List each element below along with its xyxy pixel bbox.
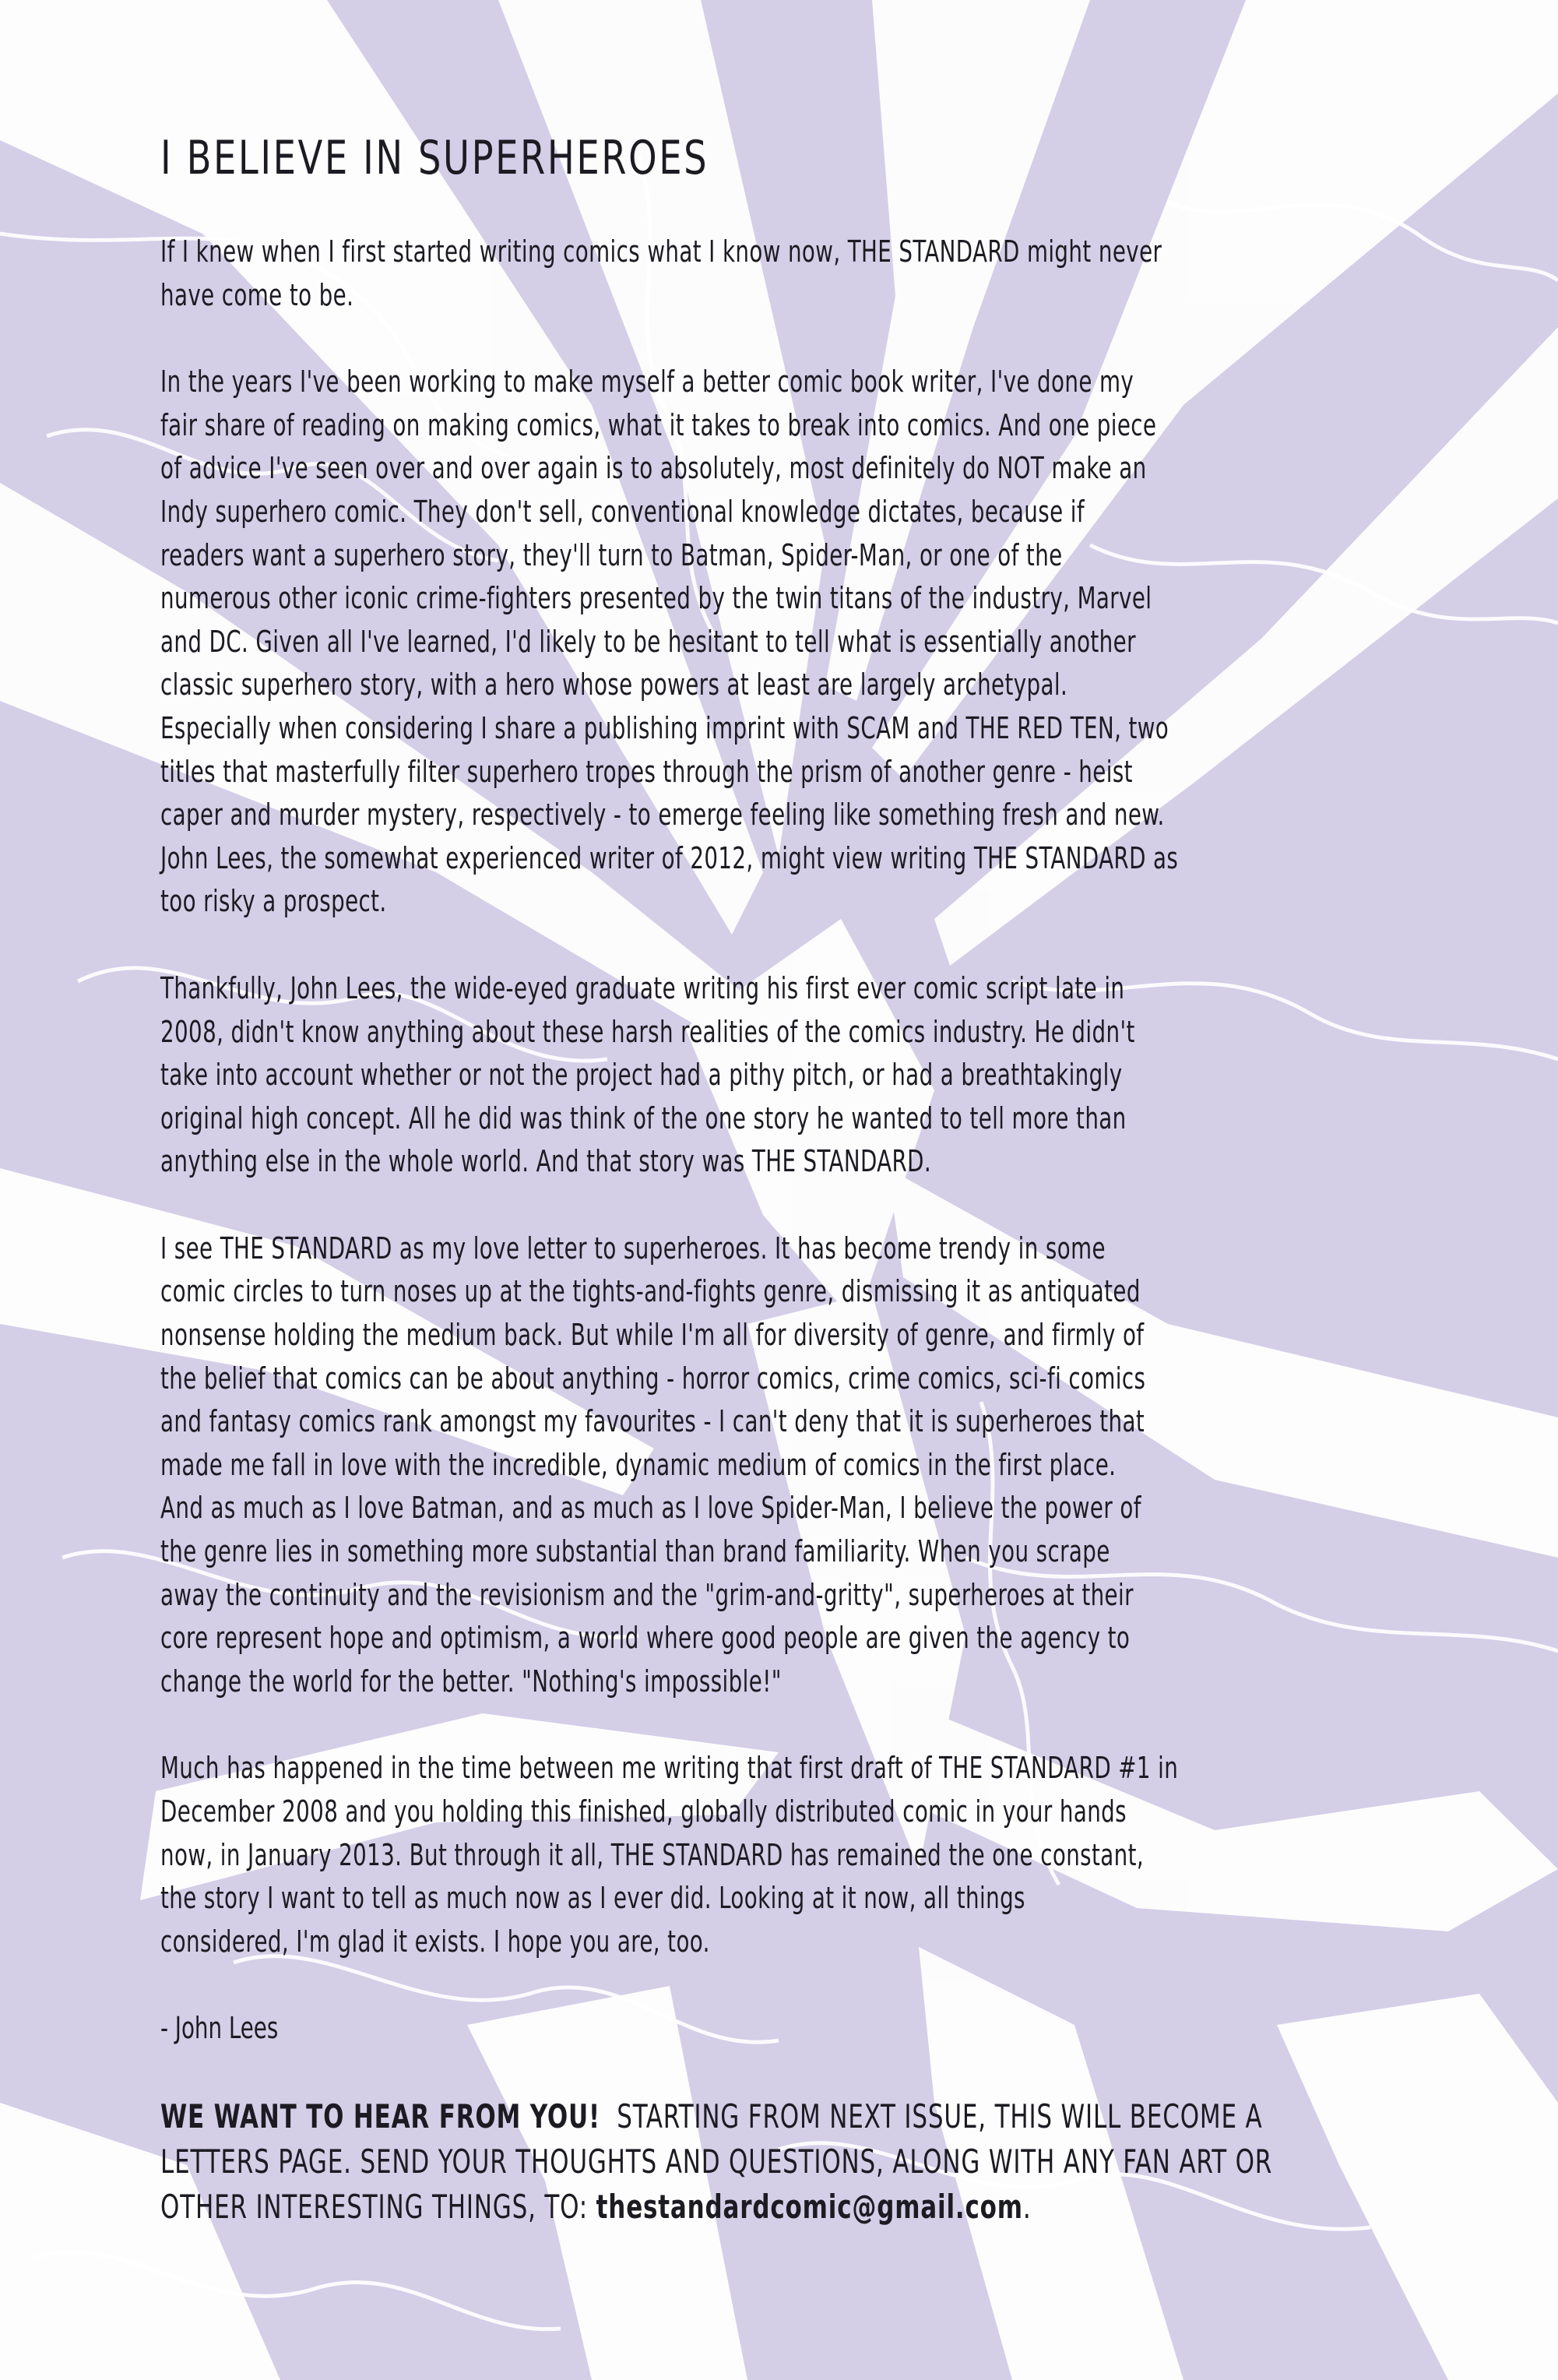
article-title: I BELIEVE IN SUPERHEROES	[160, 131, 709, 185]
text-line: And as much as I love Batman, and as much as I love Spider-Man, I believe the power of	[160, 1491, 1141, 1526]
text-line: the genre lies in something more substantial than brand familiarity. When you scrape	[160, 1534, 1110, 1570]
author-signature: - John Lees	[160, 2011, 279, 2047]
cta-heading: WE WANT TO HEAR FROM YOU!	[160, 2097, 600, 2135]
text-line: In the years I've been working to make myself a better comic book writer, I've done my	[160, 364, 1134, 400]
text-line: fair share of reading on making comics, what it takes to break into comics. And one piece	[160, 407, 1157, 443]
text-line: anything else in the whole world. And that story was THE STANDARD.	[160, 1144, 932, 1180]
text-line: classic superhero story, with a hero whose powers at least are largely archetypal.	[160, 667, 1068, 703]
text-line: and DC. Given all I've learned, I'd likely to be hesitant to tell what is essentially another	[160, 624, 1136, 660]
article	[160, 132, 1437, 2230]
cta-line-2: LETTERS PAGE. SEND YOUR THOUGHTS AND QUESTIONS, ALONG WITH ANY FAN ART OR	[160, 2142, 1273, 2181]
text-line: 2008, didn't know anything about these harsh realities of the comics industry. He didn't	[160, 1014, 1135, 1050]
text-line: original high concept. All he did was think of the one story he wanted to tell more than	[160, 1100, 1127, 1136]
text-line: Much has happened in the time between me writing that first draft of THE STANDARD #1 in	[160, 1751, 1179, 1787]
text-line: Especially when considering I share a publishing imprint with SCAM and THE RED TEN, two	[160, 710, 1169, 746]
text-line: nonsense holding the medium back. But while I'm all for diversity of genre, and firmly of	[160, 1318, 1145, 1354]
text-line: made me fall in love with the incredible, dynamic medium of comics in the first place.	[160, 1447, 1117, 1483]
text-line: comic circles to turn noses up at the tights-and-fights genre, dismissing it as antiquated	[160, 1274, 1141, 1310]
text-line: and fantasy comics rank amongst my favourites - I can't deny that it is superheroes that	[160, 1404, 1145, 1440]
text-line: now, in January 2013. But through it all, THE STANDARD has remained the one constant,	[160, 1837, 1145, 1873]
text-line: have come to be.	[160, 277, 354, 313]
text-line: considered, I'm glad it exists. I hope you are, too.	[160, 1924, 710, 1959]
call-to-action	[160, 2094, 1437, 2230]
paragraph-5	[160, 1747, 1437, 1963]
cta-line-1	[160, 2094, 1263, 2139]
cta-line-3	[160, 2185, 1208, 2230]
email-link[interactable]: thestandardcomic@gmail.com	[596, 2187, 1023, 2226]
text-line: titles that masterfully filter superhero tropes through the prism of another genre - heist	[160, 754, 1133, 790]
paragraph-4	[160, 1227, 1437, 1704]
text-line: caper and murder mystery, respectively - to emerge feeling like something fresh and new.	[160, 797, 1165, 833]
paragraph-2	[160, 361, 1437, 924]
text-line: away the continuity and the revisionism and the "grim-and-gritty", superheroes at their	[160, 1577, 1134, 1613]
cta-line-1-text: STARTING FROM NEXT ISSUE, THIS WILL BECOME A	[600, 2097, 1263, 2135]
paragraph-3	[160, 967, 1437, 1184]
text-line: readers want a superhero story, they'll turn to Batman, Spider-Man, or one of the	[160, 537, 1063, 573]
text-line: the belief that comics can be about anything - horror comics, crime comics, sci-fi comics	[160, 1361, 1146, 1396]
text-line: change the world for the better. "Nothing's impossible!"	[160, 1664, 782, 1699]
text-line: I see THE STANDARD as my love letter to superheroes. It has become trendy in some	[160, 1230, 1106, 1266]
text-line: Indy superhero comic. They don't sell, conventional knowledge dictates, because if	[160, 494, 1085, 530]
text-line: of advice I've seen over and over again is to absolutely, most definitely do NOT make an	[160, 451, 1147, 487]
text-line: take into account whether or not the project had a pithy pitch, or had a breathtakingly	[160, 1058, 1123, 1093]
text-line: John Lees, the somewhat experienced writer of 2012, might view writing THE STANDARD as	[160, 840, 1179, 876]
text-line: too risky a prospect.	[160, 884, 387, 920]
text-line: the story I want to tell as much now as I ever did. Looking at it now, all things	[160, 1881, 1025, 1917]
text-line: numerous other iconic crime-fighters presented by the twin titans of the industry, Marvel	[160, 581, 1152, 617]
paragraph-1	[160, 231, 1437, 317]
text-line: core represent hope and optimism, a world where good people are given the agency to	[160, 1621, 1131, 1656]
text-line: December 2008 and you holding this finished, globally distributed comic in your hands	[160, 1794, 1127, 1829]
text-line: Thankfully, John Lees, the wide-eyed graduate writing his first ever comic script late in	[160, 970, 1125, 1006]
text-line: If I knew when I first started writing comics what I know now, THE STANDARD might never	[160, 234, 1162, 269]
cta-line-3-text: OTHER INTERESTING THINGS, TO:	[160, 2187, 596, 2226]
cta-line-3-end: .	[1022, 2187, 1032, 2226]
